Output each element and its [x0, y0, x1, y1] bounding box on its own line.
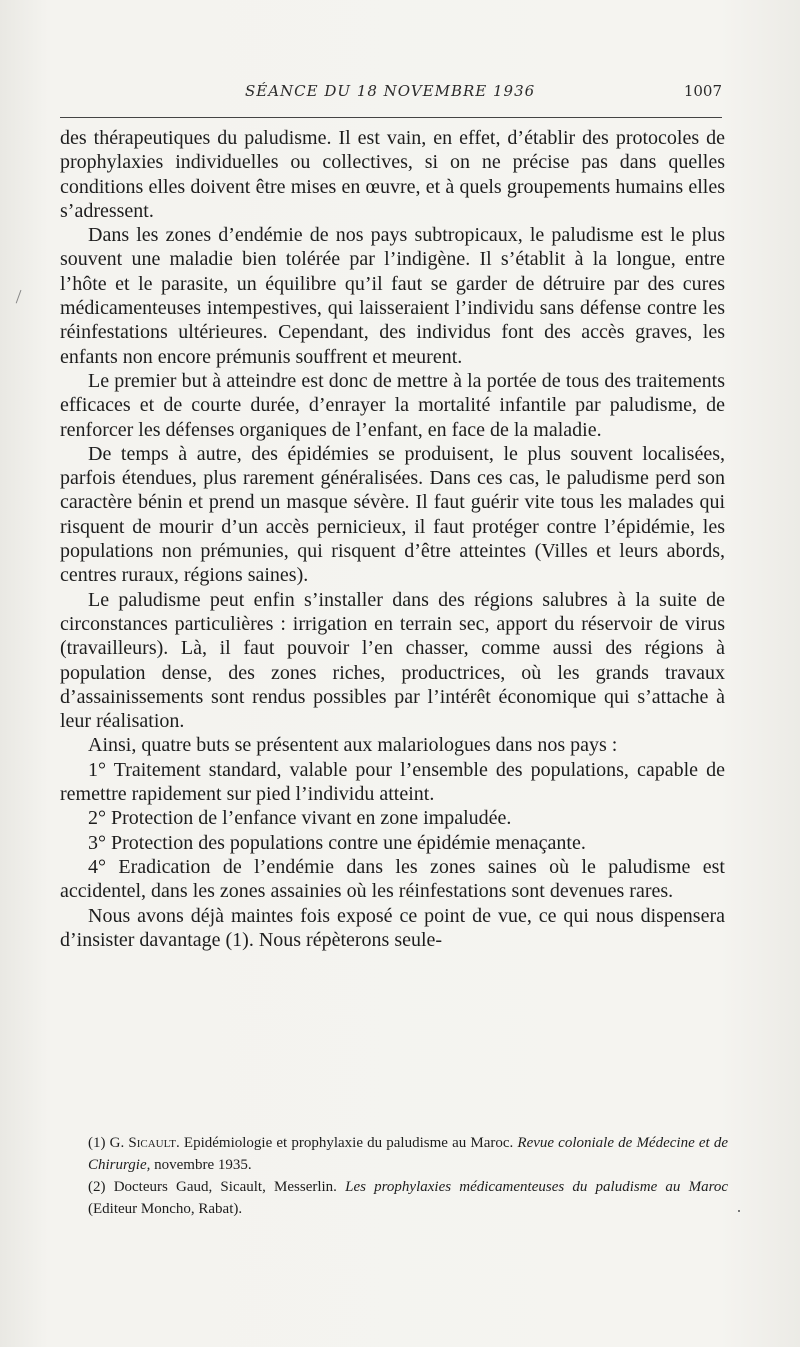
- footnote-1-journal: Revue coloniale de Médecine et de Chirurgie,: [88, 1135, 728, 1173]
- footnote-2-marker: (2): [88, 1179, 106, 1195]
- footnote-1-date: novembre 1935.: [154, 1157, 252, 1173]
- paragraph-7: Nous avons déjà maintes fois exposé ce point de vue, ce qui nous dispensera d’insister davantage (1). Nous répèterons seule-: [60, 904, 725, 951]
- page-number: 1007: [683, 82, 722, 100]
- list-item-2: 2° Protection de l’enfance vivant en zone impaludée.: [88, 807, 512, 830]
- footnote-1: [88, 1132, 728, 1176]
- speck-mark: [738, 1210, 740, 1212]
- paragraph-6: Ainsi, quatre buts se présentent aux malariologues dans nos pays :: [88, 734, 618, 757]
- footnote-2: [88, 1176, 728, 1220]
- margin-mark: [16, 290, 24, 304]
- page-header: [60, 82, 722, 106]
- list-item-4: 4° Eradication de l’endémie dans les zones saines où le paludisme est accidentel, dans les zones assainies où les réinfestations sont devenues rares.: [60, 855, 725, 903]
- header-rule: [60, 117, 722, 118]
- footnote-1-author: G. Sicault.: [109, 1135, 180, 1151]
- paragraph-5: Le paludisme peut enfin s’installer dans des régions salubres à la suite de circonstances particulières : irrigation en terrain sec, apport du réservoir de virus (travailleurs). Là, il faut pouvoir l’en chasser, comme aussi des régions à population dense, des zones riches, productrices, où les grands travaux d’assainissements sont rendus possibles par l’intérêt économique qui s’attache à leur réalisation.: [60, 588, 725, 733]
- list-item-1: 1° Traitement standard, valable pour l’ensemble des populations, capable de remettre rapidement sur pied l’individu atteint.: [60, 758, 725, 806]
- running-title: SÉANCE DU 18 NOVEMBRE 1936: [245, 82, 536, 100]
- body-text: [60, 126, 725, 952]
- paragraph-4: De temps à autre, des épidémies se produisent, le plus souvent localisées, parfois étendues, plus rarement généralisées. Dans ces cas, le paludisme perd son caractère bénin et prend un masque sévère. Il faut guérir vite tous les malades qui risquent de mourir d’un accès pernicieux, il faut protéger contre l’épidémie, les populations non prémunies, qui risquent d’être atteintes (Villes et leurs abords, centres ruraux, régions saines).: [60, 442, 725, 587]
- paragraph-3: Le premier but à atteindre est donc de mettre à la portée de tous des traitements efficaces et de courte durée, d’enrayer la mortalité infantile par paludisme, de renforcer les défenses organiques de l’enfant, en face de la maladie.: [60, 369, 725, 441]
- footnote-2-publisher: (Editeur Moncho, Rabat).: [88, 1201, 243, 1217]
- paragraph-2: Dans les zones d’endémie de nos pays subtropicaux, le paludisme est le plus souvent une maladie bien tolérée par l’indigène. Il s’établit à la longue, entre l’hôte et le parasite, un équilibre qu’il faut se garder de détruire par des cures médicamenteuses intempestives, qui laisseraient l’individu sans défense contre les réinfestations ultérieures. Cependant, des individus font des accès graves, les enfants non encore prémunis souffrent et meurent.: [60, 224, 725, 368]
- paragraph-1: des thérapeutiques du paludisme. Il est vain, en effet, d’établir des protocoles de prophylaxies individuelles ou collectives, si on ne précise pas dans quelles conditions elles doivent être mises en œuvre, et à quels groupements humains elles s’adressent.: [60, 127, 725, 222]
- footnote-2-authors: Docteurs Gaud, Sicault, Messerlin.: [113, 1179, 337, 1195]
- footnote-1-marker: (1): [88, 1135, 106, 1151]
- list-item-3: 3° Protection des populations contre une épidémie menaçante.: [88, 831, 586, 854]
- footnotes: [88, 1132, 728, 1220]
- footnote-1-title: Epidémiologie et prophylaxie du paludisme au Maroc.: [183, 1135, 514, 1151]
- footnote-2-title: Les prophylaxies médicamenteuses du paludisme au Maroc: [345, 1179, 729, 1195]
